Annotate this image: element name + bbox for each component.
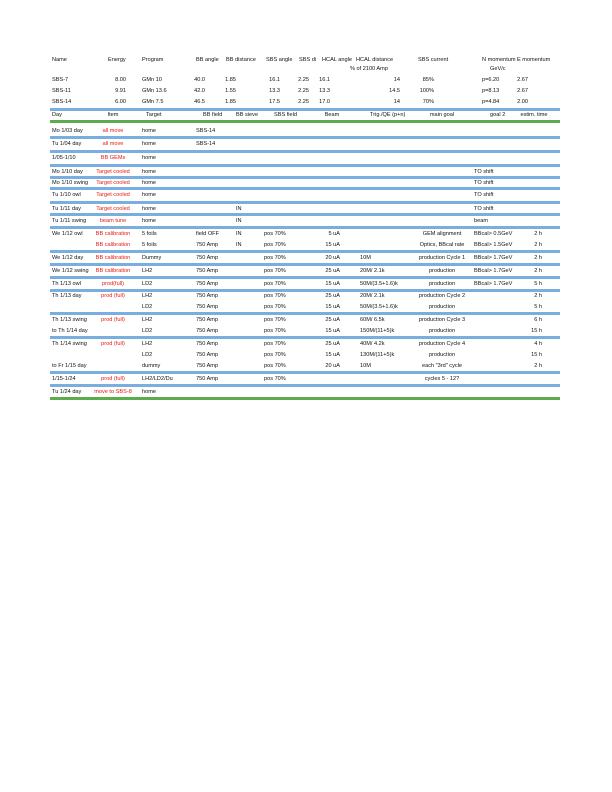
column-header: SBS current [418,57,449,63]
cell: 20M/ 2.1k [360,268,385,274]
cell: LH2 [142,317,153,323]
item-label: Target cooled [96,206,130,212]
column-header: HCAL distance [356,57,394,63]
cell: production Cycle 3 [418,317,466,323]
cell: 70% [422,99,434,105]
column-header: Energy [108,57,126,63]
item-label: BB calibration [95,255,131,261]
cell: field OFF [196,231,220,237]
cell: GEM alignment [422,231,462,237]
row-divider-blue [50,150,560,153]
cell: to Fr 1/15 day [52,363,87,369]
cell: production [428,304,456,310]
cell: Dummy [142,255,162,261]
cell: 15 uA [325,352,340,358]
cell: 25 uA [325,268,340,274]
cell: Th 1/13 owl [52,281,81,287]
schedule-row [50,217,560,226]
cell: 750 Amp [196,341,219,347]
cell: BBcal> 1.7GeV [474,268,513,274]
cell: 2.67 [517,77,528,83]
cell: LH2 [142,293,153,299]
cell: 15 uA [325,328,340,334]
item-label: BB calibration [95,242,131,248]
cell: 14.5 [389,88,400,94]
item-label: Target cooled [96,180,130,186]
row-divider-blue [50,136,560,139]
cell: LH2 [142,341,153,347]
cell: 15 h [531,328,542,334]
cell: home [142,192,156,198]
cell: home [142,389,156,395]
schedule-row [50,362,560,371]
cell: home [142,169,156,175]
cell: production [428,352,456,358]
cell: p=4.84 [482,99,500,105]
cell: SBS-7 [52,77,69,83]
cell: 2.25 [298,77,309,83]
cell: pos 70% [264,363,286,369]
cell: TO shift [474,169,494,175]
cell: 750 Amp [196,293,219,299]
cell: 100% [419,88,434,94]
cell: 13.3 [269,88,280,94]
cell: 25 uA [325,293,340,299]
cell: home [142,155,156,161]
cell: pos 70% [264,231,286,237]
column-header: SBS field [274,112,298,118]
column-header: estim. time [520,112,548,118]
column-header: BB field [203,112,223,118]
column-header: SBS angle [266,57,293,63]
column-header: Program [142,57,164,63]
cell: 2.67 [517,88,528,94]
cell: production [428,328,456,334]
cell: 14 [393,99,400,105]
cell: GMn 7.5 [142,99,164,105]
cell: home [142,141,156,147]
cell: beam [474,218,488,224]
cell: 2 h [534,242,542,248]
row-divider-blue [50,187,560,190]
cell: 10M [360,255,371,261]
cell: 60M/ 6.5k [360,317,385,323]
cell: 1/05-1/10 [52,155,76,161]
row-divider-blue [50,336,560,339]
cell: to Th 1/14 day [52,328,88,334]
cell: 5 h [534,281,542,287]
summary-divider-green [50,120,560,123]
item-label: all move [102,141,124,147]
cell: 16.1 [319,77,330,83]
cell: 750 Amp [196,352,219,358]
cell: Th 1/13 swing [52,317,87,323]
column-header: goal 2 [490,112,506,118]
cell: SBS-14 [196,128,216,134]
column-header: main goal [429,112,455,118]
row-divider-blue [50,213,560,216]
row-divider-green [50,397,560,400]
summary-row [50,98,560,107]
cell: p=8.13 [482,88,500,94]
cell: TO shift [474,206,494,212]
column-header: BB distance [226,57,256,63]
cell: 5 foils [142,231,157,237]
cell: 40.0 [194,77,205,83]
row-divider-blue [50,164,560,167]
cell: 750 Amp [196,242,219,248]
cell: pos 70% [264,255,286,261]
cell: 130M/(11+5)k [360,352,395,358]
column-header: Name [52,57,67,63]
cell: 15 h [531,352,542,358]
row-divider-blue [50,250,560,253]
cell: 9.91 [115,88,126,94]
summary-row [50,87,560,96]
cell: IN [236,231,242,237]
cell: IN [236,242,242,248]
row-divider-blue [50,371,560,374]
summary-header-row [50,56,560,65]
row-divider-blue [50,201,560,204]
cell: 14 [393,77,400,83]
sbs-current-subheader: % of 2100 Amp [350,66,388,72]
cell: 750 Amp [196,255,219,261]
schedule-row [50,241,560,250]
cell: 1/15-1/24 [52,376,76,382]
row-divider-blue [50,312,560,315]
cell: 750 Amp [196,376,219,382]
cell: 750 Amp [196,281,219,287]
column-header: SBS di [299,57,317,63]
cell: pos 70% [264,281,286,287]
cell: home [142,180,156,186]
cell: dummy [142,363,161,369]
cell: 750 Amp [196,304,219,310]
cell: 40M/ 4.2k [360,341,385,347]
cell: production Cycle 1 [418,255,466,261]
cell: IN [236,206,242,212]
cell: 5 foils [142,242,157,248]
cell: BBcal> 1.7GeV [474,281,513,287]
cell: TO shift [474,180,494,186]
item-label: BB calibration [95,231,131,237]
cell: 2 h [534,231,542,237]
cell: 15 uA [325,304,340,310]
schedule-row [50,154,560,163]
cell: production Cycle 2 [418,293,466,299]
cell: 6.00 [115,99,126,105]
cell: LD2 [142,281,153,287]
column-header: Trig./QE (p+n) [370,112,406,118]
cell: Th 1/14 swing [52,341,87,347]
cell: 2.00 [517,99,528,105]
cell: Tu 1/24 day [52,389,82,395]
cell: 50M/(3.5+1.6)k [360,281,398,287]
cell: pos 70% [264,293,286,299]
column-header: Item [107,112,119,118]
column-header: BB sieve [236,112,259,118]
column-header: Day [52,112,62,118]
item-label: BB GEMs [100,155,126,161]
schedule-row [50,267,560,276]
schedule-row [50,140,560,149]
cell: BBcal> 0.5GeV [474,231,513,237]
cell: 2 h [534,268,542,274]
summary-row [50,76,560,85]
cell: LH2 [142,268,153,274]
schedule-row [50,127,560,136]
cell: LD2 [142,352,153,358]
n-momentum-subheader: GeV/c [490,66,506,72]
cell: 50M/(3.5+1.6)k [360,304,398,310]
item-label: beam tune [99,218,127,224]
cell: LD2 [142,304,153,310]
cell: Mo 1/10 swing [52,180,89,186]
cell: 42.0 [194,88,205,94]
cell: 46.5 [194,99,205,105]
column-header: Beam [324,112,340,118]
cell: BBcal> 1.7GeV [474,255,513,261]
cell: 25 uA [325,317,340,323]
cell: pos 70% [264,341,286,347]
cell: 20 uA [325,363,340,369]
column-header: E momentum [517,57,551,63]
cell: 15 uA [325,242,340,248]
schedule-row [50,316,560,325]
cell: Th 1/13 day [52,293,82,299]
item-label: prod (full) [101,341,125,347]
item-label: prod(full) [101,281,125,287]
cell: We 1/12 swing [52,268,89,274]
cell: SBS-14 [196,141,216,147]
cell: home [142,206,156,212]
item-label: BB calibration [95,268,131,274]
cell: 1.55 [225,88,236,94]
cell: Optics, BBcal rate [419,242,465,248]
cell: SBS-14 [52,99,72,105]
item-label: prod (full) [101,293,125,299]
cell: 5 uA [328,231,340,237]
cell: 85% [422,77,434,83]
cell: 10M [360,363,371,369]
item-label: move to SBS-8 [94,389,132,395]
item-label: prod (full) [101,317,125,323]
cell: We 1/12 day [52,255,84,261]
item-label: Target cooled [96,192,130,198]
schedule-row [50,280,560,289]
cell: 17.0 [319,99,330,105]
cell: each "3rd" cycle [421,363,463,369]
schedule-header-row [50,111,560,120]
cell: production Cycle 4 [418,341,466,347]
cell: GMn 13.6 [142,88,167,94]
cell: 2 h [534,255,542,261]
cell: 13.3 [319,88,330,94]
cell: Mo 1/10 day [52,169,83,175]
item-label: all move [102,128,124,134]
cell: pos 70% [264,376,286,382]
cell: production [428,268,456,274]
cell: 750 Amp [196,363,219,369]
schedule-row [50,292,560,301]
cell: LH2/LD2/Du [142,376,173,382]
cell: SBS-11 [52,88,71,94]
cell: cycles 5 - 12? [424,376,460,382]
cell: 4 h [534,341,542,347]
schedule-row [50,254,560,263]
cell: pos 70% [264,352,286,358]
cell: 15 uA [325,281,340,287]
cell: 2.25 [298,99,309,105]
cell: 1.85 [225,77,236,83]
cell: 20M/ 2.1k [360,293,385,299]
cell: 2.25 [298,88,309,94]
schedule-row [50,388,560,397]
cell: 150M/(11+5)k [360,328,395,334]
cell: 2 h [534,363,542,369]
cell: pos 70% [264,268,286,274]
cell: Tu 1/10 owl [52,192,81,198]
row-divider-blue [50,263,560,266]
cell: 16.1 [269,77,280,83]
cell: Tu 1/11 day [52,206,81,212]
schedule-row [50,351,560,360]
cell: 1.85 [225,99,236,105]
cell: 5 h [534,304,542,310]
cell: Tu 1/11 swing [52,218,87,224]
cell: 20 uA [325,255,340,261]
cell: 750 Amp [196,317,219,323]
cell: We 1/12 owl [52,231,83,237]
column-header: BB angle [196,57,219,63]
cell: BBcal> 1.5GeV [474,242,513,248]
cell: 17.5 [269,99,280,105]
row-divider-blue [50,276,560,279]
schedule-row [50,340,560,349]
cell: p=6.20 [482,77,500,83]
schedule-row [50,375,560,384]
cell: pos 70% [264,317,286,323]
schedule-row [50,230,560,239]
row-divider-blue [50,226,560,229]
cell: 25 uA [325,341,340,347]
cell: GMn 10 [142,77,162,83]
cell: pos 70% [264,242,286,248]
cell: pos 70% [264,304,286,310]
schedule-row [50,327,560,336]
cell: Mo 1/03 day [52,128,83,134]
item-label: prod (full) [101,376,125,382]
column-header: HCAL angle [322,57,352,63]
cell: LD2 [142,328,153,334]
cell: 2 h [534,293,542,299]
row-divider-blue [50,384,560,387]
cell: home [142,218,156,224]
item-label: Target cooled [96,169,130,175]
schedule-row [50,303,560,312]
schedule-row [50,191,560,200]
cell: IN [236,218,242,224]
cell: home [142,128,156,134]
cell: 6 h [534,317,542,323]
column-header: N momentum [482,57,516,63]
cell: 8.00 [115,77,126,83]
cell: production [428,281,456,287]
column-header: Target [146,112,162,118]
cell: 750 Amp [196,268,219,274]
cell: Tu 1/04 day [52,141,82,147]
cell: pos 70% [264,328,286,334]
cell: TO shift [474,192,494,198]
cell: 750 Amp [196,328,219,334]
